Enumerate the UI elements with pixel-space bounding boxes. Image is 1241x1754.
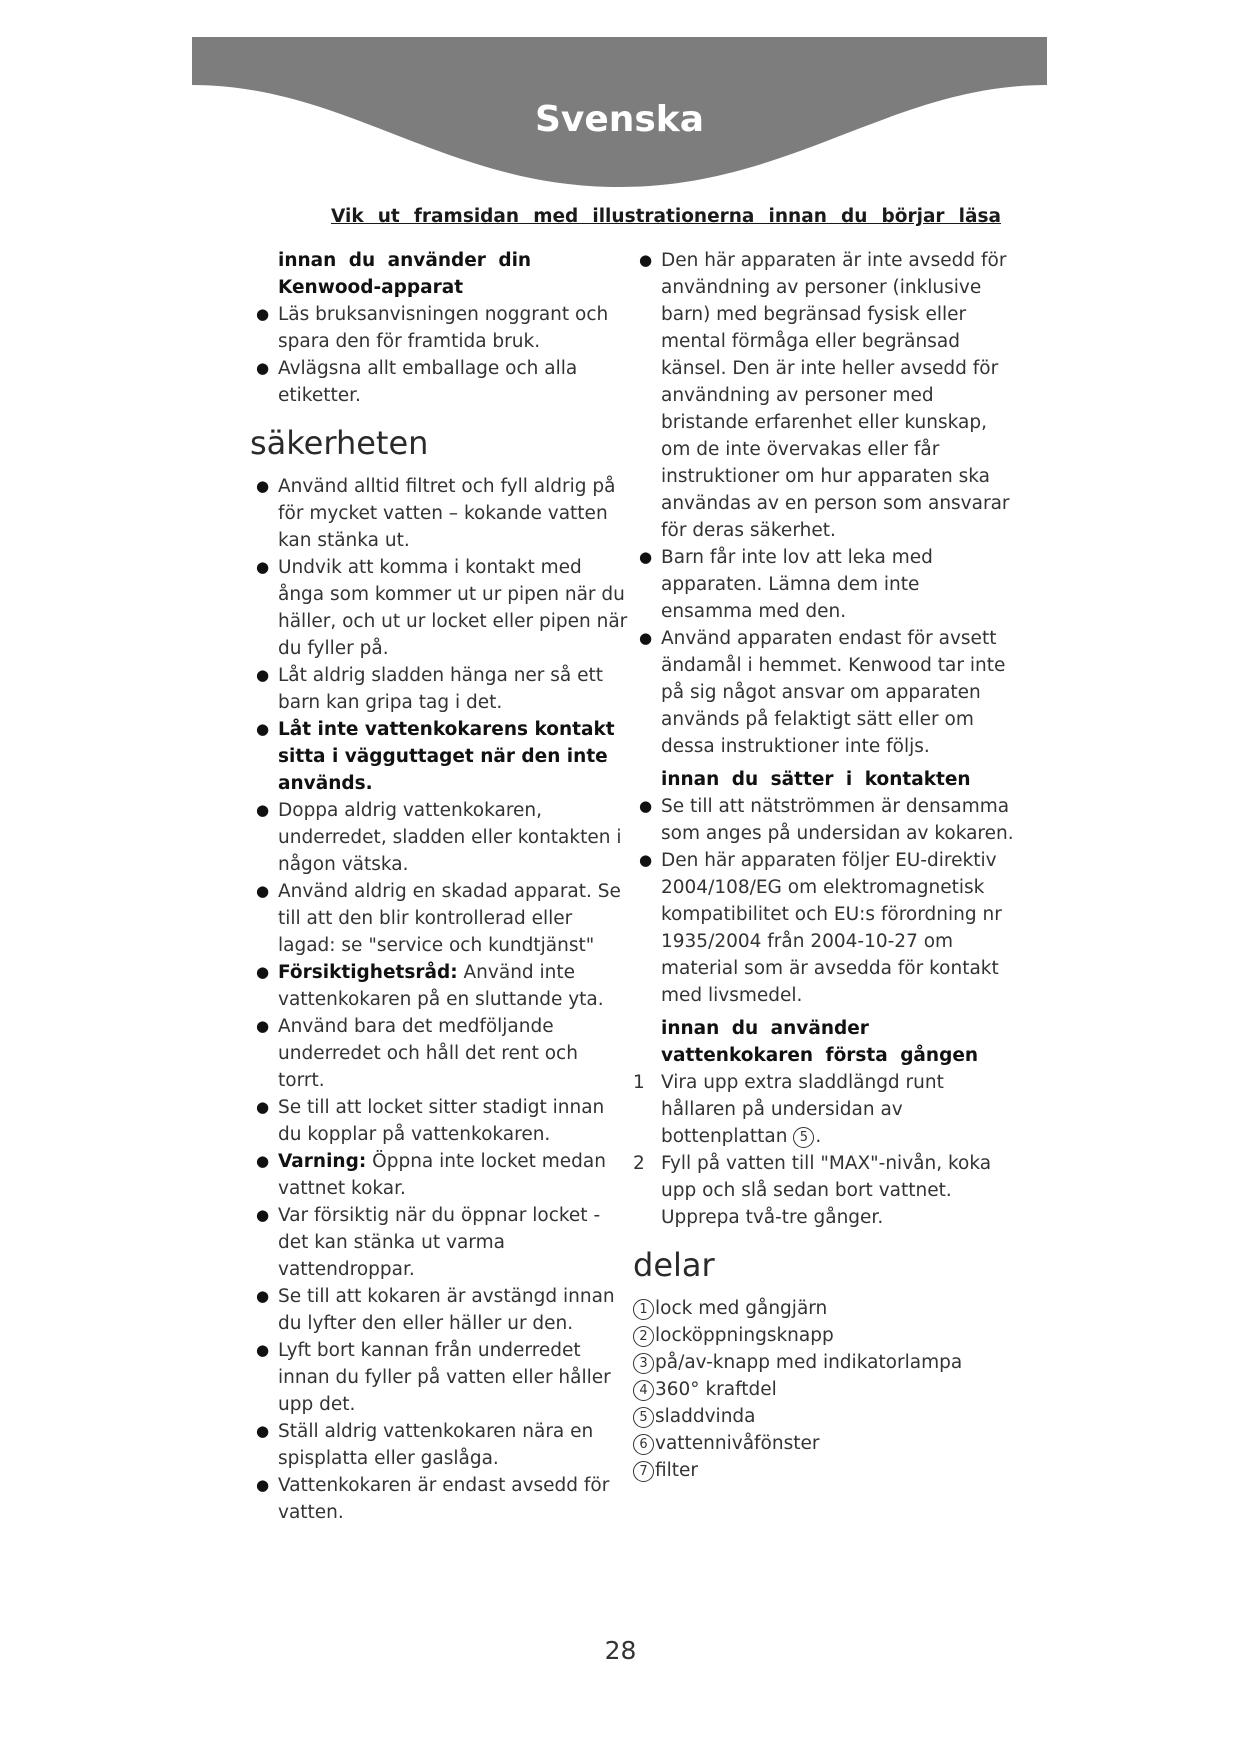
part-ref-badge: 5 (793, 1127, 814, 1148)
list-item: ● Avlägsna allt emballage och alla etiketter. (250, 355, 630, 409)
caution-label: Försiktighetsråd: (278, 962, 458, 983)
bullet-icon: ● (256, 1287, 270, 1305)
part-number-badge: 2 (633, 1326, 654, 1347)
fold-out-instruction: Vik ut framsidan med illustrationerna innan du börjar läsa (331, 206, 1001, 227)
language-title: Svenska (534, 99, 705, 140)
bullet-icon: ● (256, 1098, 270, 1116)
part-item: 7 filter (633, 1457, 1015, 1484)
list-item: ● Undvik att komma i kontakt med ånga som kommer ut ur pipen när du häller, och ut ur locket eller pipen när du fyller på. (250, 554, 630, 662)
first-use-steps (633, 1069, 1015, 1231)
list-item: ● Var försiktig när du öppnar locket - det kan stänka ut varma vattendroppar. (250, 1202, 630, 1283)
bullet-icon: ● (639, 797, 653, 815)
part-item: 5 sladdvinda (633, 1403, 1015, 1430)
bullet-icon: ● (256, 720, 270, 738)
bullet-icon: ● (256, 1341, 270, 1359)
bullet-icon: ● (256, 1422, 270, 1440)
bullet-icon: ● (256, 666, 270, 684)
bullet-icon: ● (256, 1017, 270, 1035)
bullet-icon: ● (256, 305, 270, 323)
bullet-icon: ● (256, 801, 270, 819)
warning-label: Varning: (278, 1151, 367, 1172)
bullet-icon: ● (639, 251, 653, 269)
list-item: ● Lyft bort kannan från underredet innan du fyller på vatten eller håller upp det. (250, 1337, 630, 1418)
left-column (250, 247, 630, 1526)
part-item: 2 locköppningsknapp (633, 1322, 1015, 1349)
list-item: ● Vattenkokaren är endast avsedd för vatten. (250, 1472, 630, 1526)
step-number: 1 (633, 1072, 645, 1093)
list-item: ● Använd bara det medföljande underredet och håll det rent och torrt. (250, 1013, 630, 1094)
part-number-badge: 1 (633, 1299, 654, 1320)
list-item: ● Använd apparaten endast för avsett ändamål i hemmet. Kenwood tar inte på sig något ansvar om apparaten används på felaktigt sätt eller om dessa instruktioner inte följs. (633, 625, 1015, 760)
bullet-icon: ● (639, 851, 653, 869)
step-item: 2 Fyll på vatten till "MAX"-nivån, koka upp och slå sedan bort vattnet. Upprepa två-tre gånger. (633, 1150, 1015, 1231)
first-use-heading: innan du använder vattenkokaren första gången (661, 1018, 979, 1066)
safety-section-title: säkerheten (250, 424, 429, 462)
part-item: 4 360° kraftdel (633, 1376, 1015, 1403)
bullet-icon: ● (256, 558, 270, 576)
part-number-badge: 4 (633, 1380, 654, 1401)
part-number-badge: 7 (633, 1461, 654, 1482)
parts-list (633, 1295, 1015, 1484)
parts-section-title: delar (633, 1246, 715, 1284)
bullet-icon: ● (256, 1152, 270, 1170)
right-column (633, 247, 1015, 1484)
list-item: ● Försiktighetsråd: Använd inte vattenkokaren på en sluttande yta. (250, 959, 630, 1013)
part-number-badge: 3 (633, 1353, 654, 1374)
header-banner (192, 37, 1047, 197)
list-item: ● Använd aldrig en skadad apparat. Se till att den blir kontrollerad eller lagad: se "service och kundtjänst" (250, 878, 630, 959)
step-number: 2 (633, 1153, 645, 1174)
bullet-icon: ● (256, 477, 270, 495)
bullet-icon: ● (256, 882, 270, 900)
bullet-icon: ● (639, 548, 653, 566)
list-item: ● Se till att kokaren är avstängd innan du lyfter den eller häller ur den. (250, 1283, 630, 1337)
list-item: ● Se till att nätströmmen är densamma som anges på undersidan av kokaren. (633, 793, 1015, 847)
list-item: ● Den här apparaten följer EU-direktiv 2004/108/EG om elektromagnetisk kompatibilitet och EU:s förordning nr 1935/2004 från 2004-10-27 om material som är avsedda för kontakt med livsmedel. (633, 847, 1015, 1009)
intro-list (250, 301, 630, 409)
bullet-icon: ● (256, 1206, 270, 1224)
plug-in-list (633, 793, 1015, 1009)
list-item: ● Den här apparaten är inte avsedd för användning av personer (inklusive barn) med begränsad fysisk eller mental förmåga eller begränsad känsel. Den är inte heller avsedd för användning av personer med bristande erfarenhet eller kunskap, om de inte övervakas eller får instruktioner om hur apparaten ska användas av en person som ansvarar för deras säkerhet. (633, 247, 1015, 544)
page-number: 28 (604, 1636, 637, 1665)
step-item: 1 Vira upp extra sladdlängd runt hållaren på undersidan av bottenplattan 5 . (633, 1069, 1015, 1150)
part-item: 6 vattennivåfönster (633, 1430, 1015, 1457)
list-item: ● Doppa aldrig vattenkokaren, underredet, sladden eller kontakten i någon vätska. (250, 797, 630, 878)
list-item: ● Läs bruksanvisningen noggrant och spara den för framtida bruk. (250, 301, 630, 355)
list-item: ● Barn får inte lov att leka med apparaten. Lämna dem inte ensamma med den. (633, 544, 1015, 625)
part-item: 1 lock med gångjärn (633, 1295, 1015, 1322)
list-item: ● Låt aldrig sladden hänga ner så ett barn kan gripa tag i det. (250, 662, 630, 716)
safety-list-continued (633, 247, 1015, 760)
intro-heading: innan du använder din Kenwood-apparat (278, 250, 532, 298)
list-item: ● Varning: Öppna inte locket medan vattnet kokar. (250, 1148, 630, 1202)
plug-in-heading: innan du sätter i kontakten (661, 769, 971, 790)
safety-list (250, 473, 630, 1526)
bullet-icon: ● (639, 629, 653, 647)
bullet-icon: ● (256, 1476, 270, 1494)
list-item: ● Se till att locket sitter stadigt innan du kopplar på vattenkokaren. (250, 1094, 630, 1148)
bullet-icon: ● (256, 963, 270, 981)
list-item: ● Ställ aldrig vattenkokaren nära en spisplatta eller gaslåga. (250, 1418, 630, 1472)
list-item: ● Använd alltid filtret och fyll aldrig på för mycket vatten – kokande vatten kan stänka ut. (250, 473, 630, 554)
bullet-icon: ● (256, 359, 270, 377)
list-item-warning: ● Låt inte vattenkokarens kontakt sitta i vägguttaget när den inte används. (250, 716, 630, 797)
part-number-badge: 6 (633, 1434, 654, 1455)
part-number-badge: 5 (633, 1407, 654, 1428)
part-item: 3 på/av-knapp med indikatorlampa (633, 1349, 1015, 1376)
